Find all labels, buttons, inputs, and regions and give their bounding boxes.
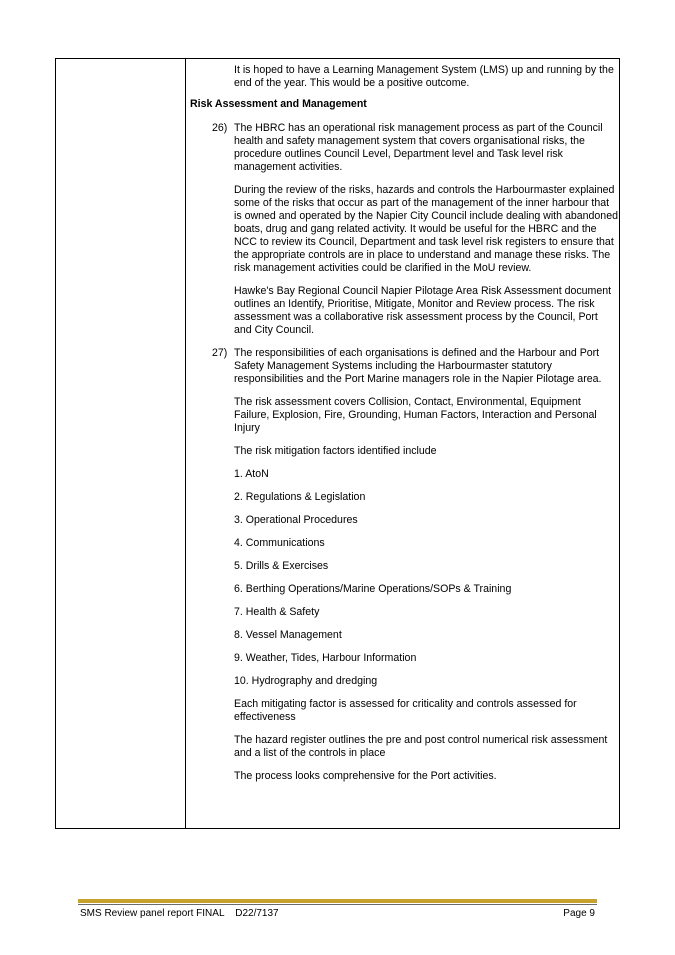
page-number: Page 9	[563, 908, 595, 919]
hawkes-bay-paragraph: Hawke's Bay Regional Council Napier Pilotage Area Risk Assessment document outlines an Identify, Prioritise, Mitigate, Monitor and Review process. The risk assessment was a collaborative risk assessment process by the Council, Port and City Council.	[234, 285, 612, 336]
item-number: 26)	[212, 122, 228, 134]
list-item: 7. Health & Safety	[234, 606, 320, 618]
list-item: 6. Berthing Operations/Marine Operations/SOPs & Training	[234, 583, 512, 595]
list-item: 1. AtoN	[234, 468, 269, 480]
section-heading: Risk Assessment and Management	[190, 98, 367, 110]
numbered-item-26	[212, 122, 618, 174]
list-item: 8. Vessel Management	[234, 629, 342, 641]
footer-rule	[78, 899, 597, 903]
item-text: The HBRC has an operational risk management process as part of the Council health and safety management system that covers organisational risks, the procedure outlines Council Level, Department level and Task level risk management activities.	[234, 122, 603, 173]
numbered-item-27	[212, 347, 618, 386]
list-item: 3. Operational Procedures	[234, 514, 358, 526]
mitigation-intro: The risk mitigation factors identified include	[234, 445, 437, 457]
process-paragraph: The process looks comprehensive for the Port activities.	[234, 770, 497, 782]
findings-cell	[190, 64, 618, 793]
hazard-register-paragraph: The hazard register outlines the pre and post control numerical risk assessment and a list of the controls in place	[234, 734, 608, 759]
list-item: 2. Regulations & Legislation	[234, 491, 366, 503]
list-item: 10. Hydrography and dredging	[234, 675, 378, 687]
risk-coverage-paragraph: The risk assessment covers Collision, Contact, Environmental, Equipment Failure, Explosion, Fire, Grounding, Human Factors, Interaction and Personal Injury	[234, 396, 597, 434]
item-text: The responsibilities of each organisations is defined and the Harbour and Port Safety Management Systems including the Harbourmaster statutory responsibilities and the Port Marine managers role in the Napier Pilotage area.	[234, 347, 602, 385]
lms-paragraph: It is hoped to have a Learning Management System (LMS) up and running by the end of the year. This would be a positive outcome.	[234, 64, 614, 89]
column-divider	[185, 59, 186, 828]
assessment-paragraph: Each mitigating factor is assessed for criticality and controls assessed for effectiveness	[234, 698, 577, 723]
footer-document-id: SMS Review panel report FINAL D22/7137	[80, 908, 279, 919]
review-table	[55, 58, 620, 829]
item-number: 27)	[212, 347, 228, 359]
footer-rule-thin	[78, 904, 597, 905]
list-item: 9. Weather, Tides, Harbour Information	[234, 652, 417, 664]
list-item: 5. Drills & Exercises	[234, 560, 329, 572]
list-item: 4. Communications	[234, 537, 325, 549]
review-paragraph: During the review of the risks, hazards and controls the Harbourmaster explained some of the risks that occur as part of the management of the inner harbour that is owned and operated by the Napier City Council include dealing with abandoned boats, drug and gang related activity. It would be useful for the HBRC and the NCC to review its Council, Department and task level risk registers to ensure that the appropriate controls are in place to understand and manage these risks. The risk management activities could be clarified in the MoU review.	[234, 184, 618, 274]
